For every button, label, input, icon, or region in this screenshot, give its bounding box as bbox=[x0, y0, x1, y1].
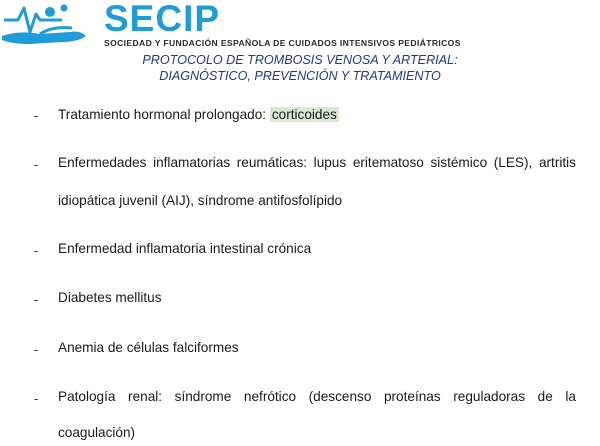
list-item bbox=[58, 389, 576, 404]
list-item-word: (descenso bbox=[308, 389, 372, 404]
hand-holding-heartbeat-icon bbox=[0, 0, 100, 50]
list-item-line bbox=[58, 155, 576, 170]
list-item-continuation: idiopática juvenil (AIJ), síndrome antifosfolípido bbox=[58, 193, 343, 208]
list-item-continuation: coagulación) bbox=[58, 425, 136, 440]
list-item-word: reguladoras bbox=[453, 389, 526, 404]
brand-tagline: SOCIEDAD Y FUNDACIÓN ESPAÑOLA DE CUIDADOS INTENSIVOS PEDIÁTRICOS bbox=[104, 38, 461, 48]
list-item-word: nefrótico bbox=[243, 389, 297, 404]
list-item-text: Tratamiento hormonal prolongado: bbox=[58, 107, 270, 122]
list-dash: - bbox=[34, 108, 39, 123]
list-item-word: Patología bbox=[58, 389, 116, 404]
document-title bbox=[0, 52, 600, 84]
list-dash: - bbox=[34, 157, 39, 172]
list-dash: - bbox=[34, 243, 39, 258]
list-item bbox=[58, 107, 576, 122]
list-item-word: síndrome bbox=[174, 389, 232, 404]
list-item-word: (LES), bbox=[493, 155, 533, 170]
list-dash: - bbox=[34, 342, 39, 357]
list-item: Diabetes mellitus bbox=[58, 290, 162, 305]
list-item-word: proteínas bbox=[383, 389, 441, 404]
title-line-2: DIAGNÓSTICO, PREVENCIÓN Y TRATAMIENTO bbox=[159, 69, 441, 83]
list-item-word: eritematoso bbox=[352, 155, 424, 170]
highlighted-term: corticoides bbox=[271, 107, 337, 122]
list-item-word: renal: bbox=[128, 389, 163, 404]
list-item-word: Enfermedades bbox=[58, 155, 147, 170]
page-header bbox=[0, 0, 600, 60]
list-item: Enfermedad inflamatoria intestinal crónica bbox=[58, 241, 312, 256]
list-item-word: de bbox=[537, 389, 553, 404]
list-item-word: la bbox=[565, 389, 576, 404]
list-item: Anemia de células falciformes bbox=[58, 340, 239, 355]
brand-name: SECIP bbox=[104, 0, 221, 39]
title-line-1: PROTOCOLO DE TROMBOSIS VENOSA Y ARTERIAL: bbox=[142, 53, 458, 67]
list-item bbox=[58, 155, 576, 170]
list-item-word: lupus bbox=[313, 155, 347, 170]
list-item-word: inflamatorias bbox=[153, 155, 231, 170]
list-item-line bbox=[58, 389, 576, 404]
list-item-word: reumáticas: bbox=[236, 155, 308, 170]
list-item-word: artritis bbox=[538, 155, 576, 170]
list-item-word: sistémico bbox=[430, 155, 488, 170]
list-dash: - bbox=[34, 391, 39, 406]
list-dash: - bbox=[34, 292, 39, 307]
